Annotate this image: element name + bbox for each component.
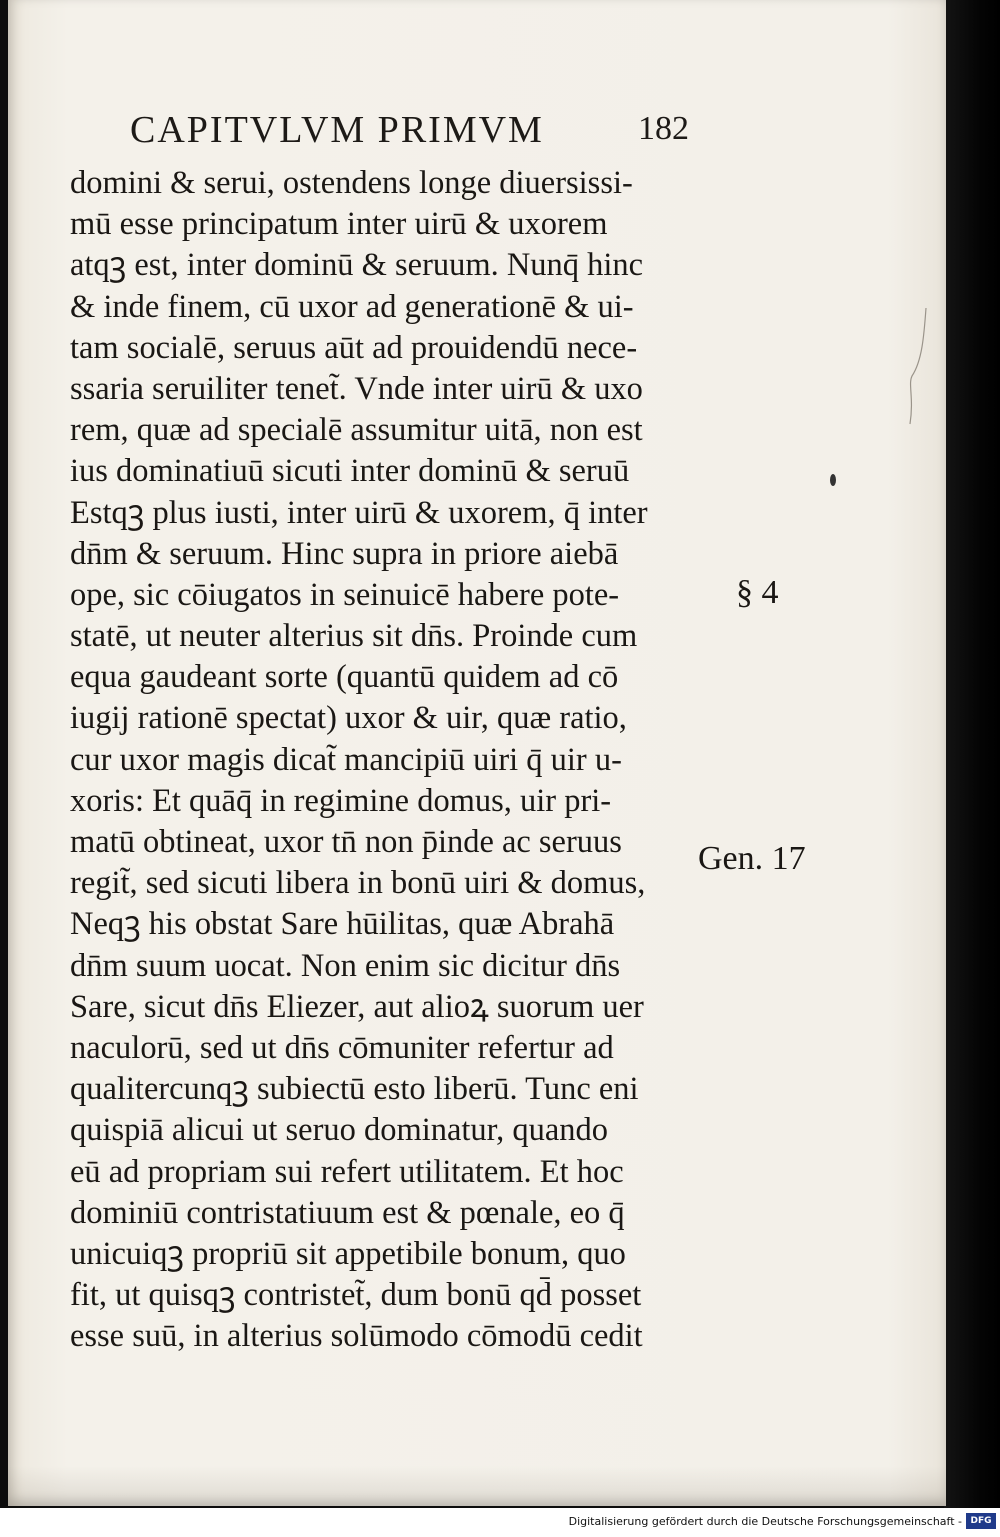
book-spine-edge xyxy=(944,0,1000,1508)
text-line: matū obtineat, uxor tn̄ non p̄inde ac seruus xyxy=(70,824,622,860)
text-line: esse suū, in alterius solūmodo cōmodū cedit xyxy=(70,1318,643,1355)
text-line: cur uxor magis dicat̃ mancipiū uiri q̄ uir u- xyxy=(70,741,622,778)
margin-note-reference: Gen. 17 xyxy=(698,840,806,877)
dfg-logo-icon: DFG xyxy=(966,1513,996,1529)
page-bottom-shadow xyxy=(8,1466,946,1506)
running-title: CAPITVLVM PRIMVM xyxy=(130,109,544,151)
text-line: Estqꝫ plus iusti, inter uirū & uxorem, q̄ inter xyxy=(70,494,648,531)
text-line: statē, ut neuter alterius sit dn̄s. Proinde cum xyxy=(70,618,638,655)
text-line: Sare, sicut dn̄s Eliezer, aut alioꝝ suorum uer xyxy=(70,988,644,1025)
footer-bar xyxy=(0,1508,1000,1537)
text-block xyxy=(70,163,710,1357)
text-line: eū ad propriam sui refert utilitatem. Et hoc xyxy=(70,1153,624,1190)
footer-credit: Digitalisierung gefördert durch die Deutsche Forschungsgemeinschaft - xyxy=(568,1515,962,1528)
text-line: atqꝫ est, inter dominū & seruum. Nunq̄ hinc xyxy=(70,247,644,284)
text-line: Neqꝫ his obstat Sare hūilitas, quæ Abrahā xyxy=(70,906,615,943)
text-line: & inde finem, cū uxor ad generationē & ui- xyxy=(70,288,634,325)
text-line: mū esse principatum inter uirū & uxorem xyxy=(70,206,608,243)
ink-speck xyxy=(830,474,836,486)
text-line: iugij rationē spectat) uxor & uir, quæ ratio, xyxy=(70,700,627,737)
text-line: ius dominatiuū sicuti inter dominū & seruū xyxy=(70,453,630,490)
text-line: unicuiqꝫ propriū sit appetibile bonum, quo xyxy=(70,1235,626,1272)
text-line: tam socialē, seruus aūt ad prouidendū nece- xyxy=(70,329,638,366)
text-line: equa gaudeant sorte (quantū quidem ad cō xyxy=(70,659,619,696)
book-page xyxy=(8,0,946,1506)
text-line: dn̄m & seruum. Hinc supra in priore aiebā xyxy=(70,535,619,572)
text-line: dominiū contristatiuum est & pœnale, eo q̄ xyxy=(70,1194,625,1231)
text-line: naculorū, sed ut dn̄s cōmuniter refertur ad xyxy=(70,1029,614,1066)
text-line: rem, quæ ad specialē assumitur uitā, non est xyxy=(70,412,643,449)
text-line: ope, sic cōiugatos in seinuicē habere pote- xyxy=(70,576,620,613)
margin-note-section: § 4 xyxy=(736,574,779,611)
running-head xyxy=(118,108,718,158)
text-line: ssaria seruiliter tenet̃. Vnde inter uirū & uxo xyxy=(70,370,643,407)
text-line: dn̄m suum uocat. Non enim sic dicitur dn̄s xyxy=(70,947,621,984)
text-line: fit, ut quisqꝫ contristet̃, dum bonū qd̄ posset xyxy=(70,1277,642,1314)
text-line: xoris: Et quāq̄ in regimine domus, uir pri- xyxy=(70,782,612,819)
text-line: qualitercunqꝫ subiectū esto liberū. Tunc eni xyxy=(70,1071,639,1108)
text-line: regit̃, sed sicuti libera in bonū uiri & domus, xyxy=(70,865,646,902)
text-line: quispiā alicui ut seruo dominatur, quando xyxy=(70,1112,609,1149)
folio-number: 182 xyxy=(638,110,689,147)
text-line: domini & serui, ostendens longe diuersissi- xyxy=(70,165,633,201)
pencil-mark-icon xyxy=(904,306,934,426)
